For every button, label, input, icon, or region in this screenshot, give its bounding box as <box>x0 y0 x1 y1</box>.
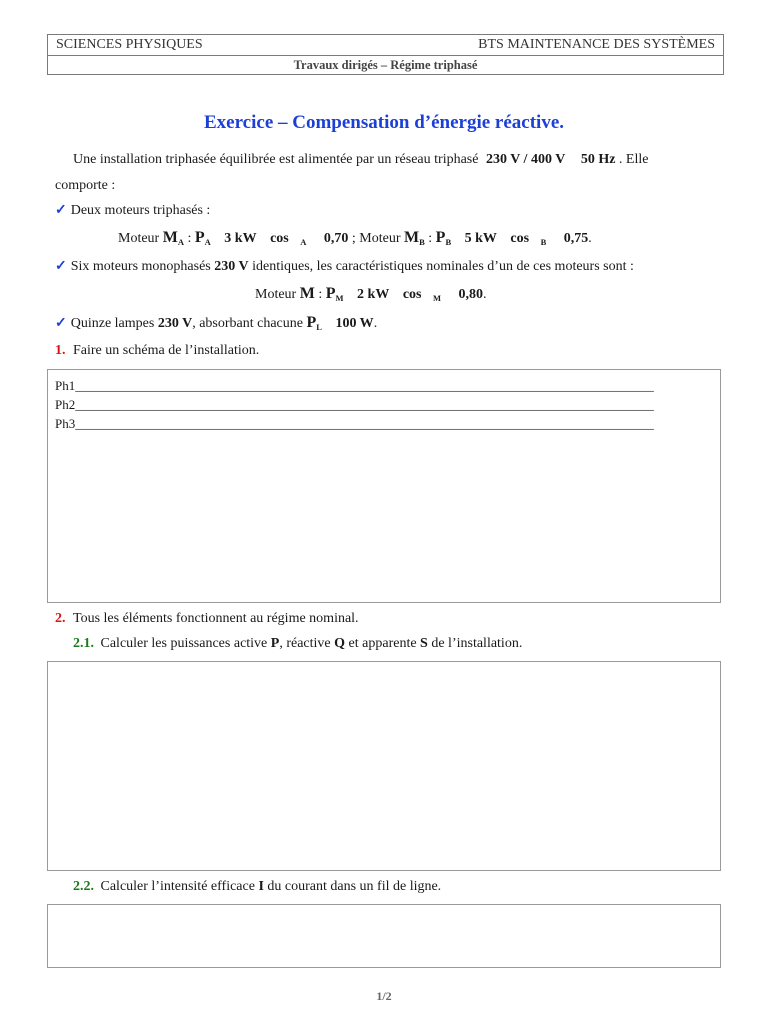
voltage-value: 230 V / 400 V <box>485 152 566 167</box>
header-table <box>47 34 724 75</box>
check-icon: ✓ <box>55 259 67 274</box>
intro-line: Une installation triphasée équilibrée est alimentée par un réseau triphasé 230 V / 400 V 50 Hz . Elle <box>73 152 649 167</box>
item-three-phase-motors: ✓ Deux moteurs triphasés : <box>55 203 211 218</box>
phase-line-1: Ph1_________________________________________________________________________________________ <box>55 378 654 393</box>
topic-label: Travaux dirigés – Régime triphasé <box>293 58 478 72</box>
subject-label: SCIENCES PHYSIQUES <box>56 37 203 52</box>
question-2: 2. Tous les éléments fonctionnent au régime nominal. <box>55 611 359 626</box>
header-row-top <box>48 35 723 56</box>
frequency-value: 50 Hz <box>580 152 616 167</box>
question-2-1: 2.1. Calculer les puissances active P, réactive Q et apparente S de l’installation. <box>73 636 523 651</box>
phase-line-2: Ph2_________________________________________________________________________________________ <box>55 397 654 412</box>
course-label: BTS MAINTENANCE DES SYSTÈMES <box>478 37 715 52</box>
motor-m-spec: Moteur M : $P_M$ 2 kW cos $_M$ 0,80. <box>255 285 487 303</box>
item-lamps: ✓ Quinze lampes 230 V, absorbant chacune $P_L$ 100 W. <box>55 314 378 332</box>
intro-line-2: comporte : <box>55 178 116 193</box>
page-number: 1/2 <box>376 989 392 1003</box>
answer-box-current[interactable] <box>47 904 721 968</box>
motors-ab-spec: Moteur $M_A$ : $P_A$ 3 kW cos $_A$ 0,70 ; Moteur $M_B$ : $P_B$ 5 kW cos $_B$ 0,75. <box>118 229 592 247</box>
answer-box-schema[interactable] <box>47 369 721 603</box>
question-1: 1. Faire un schéma de l’installation. <box>55 343 260 358</box>
check-icon: ✓ <box>55 316 67 331</box>
answer-box-powers[interactable] <box>47 661 721 871</box>
check-icon: ✓ <box>55 203 67 218</box>
item-single-phase-motors: ✓ Six moteurs monophasés 230 V identiques, les caractéristiques nominales d’un de ces moteurs sont : <box>55 259 634 274</box>
exercise-title: Exercice – Compensation d’énergie réactive. <box>203 112 565 133</box>
phase-line-3: Ph3_________________________________________________________________________________________ <box>55 416 654 431</box>
question-2-2: 2.2. Calculer l’intensité efficace I du courant dans un fil de ligne. <box>73 879 442 894</box>
